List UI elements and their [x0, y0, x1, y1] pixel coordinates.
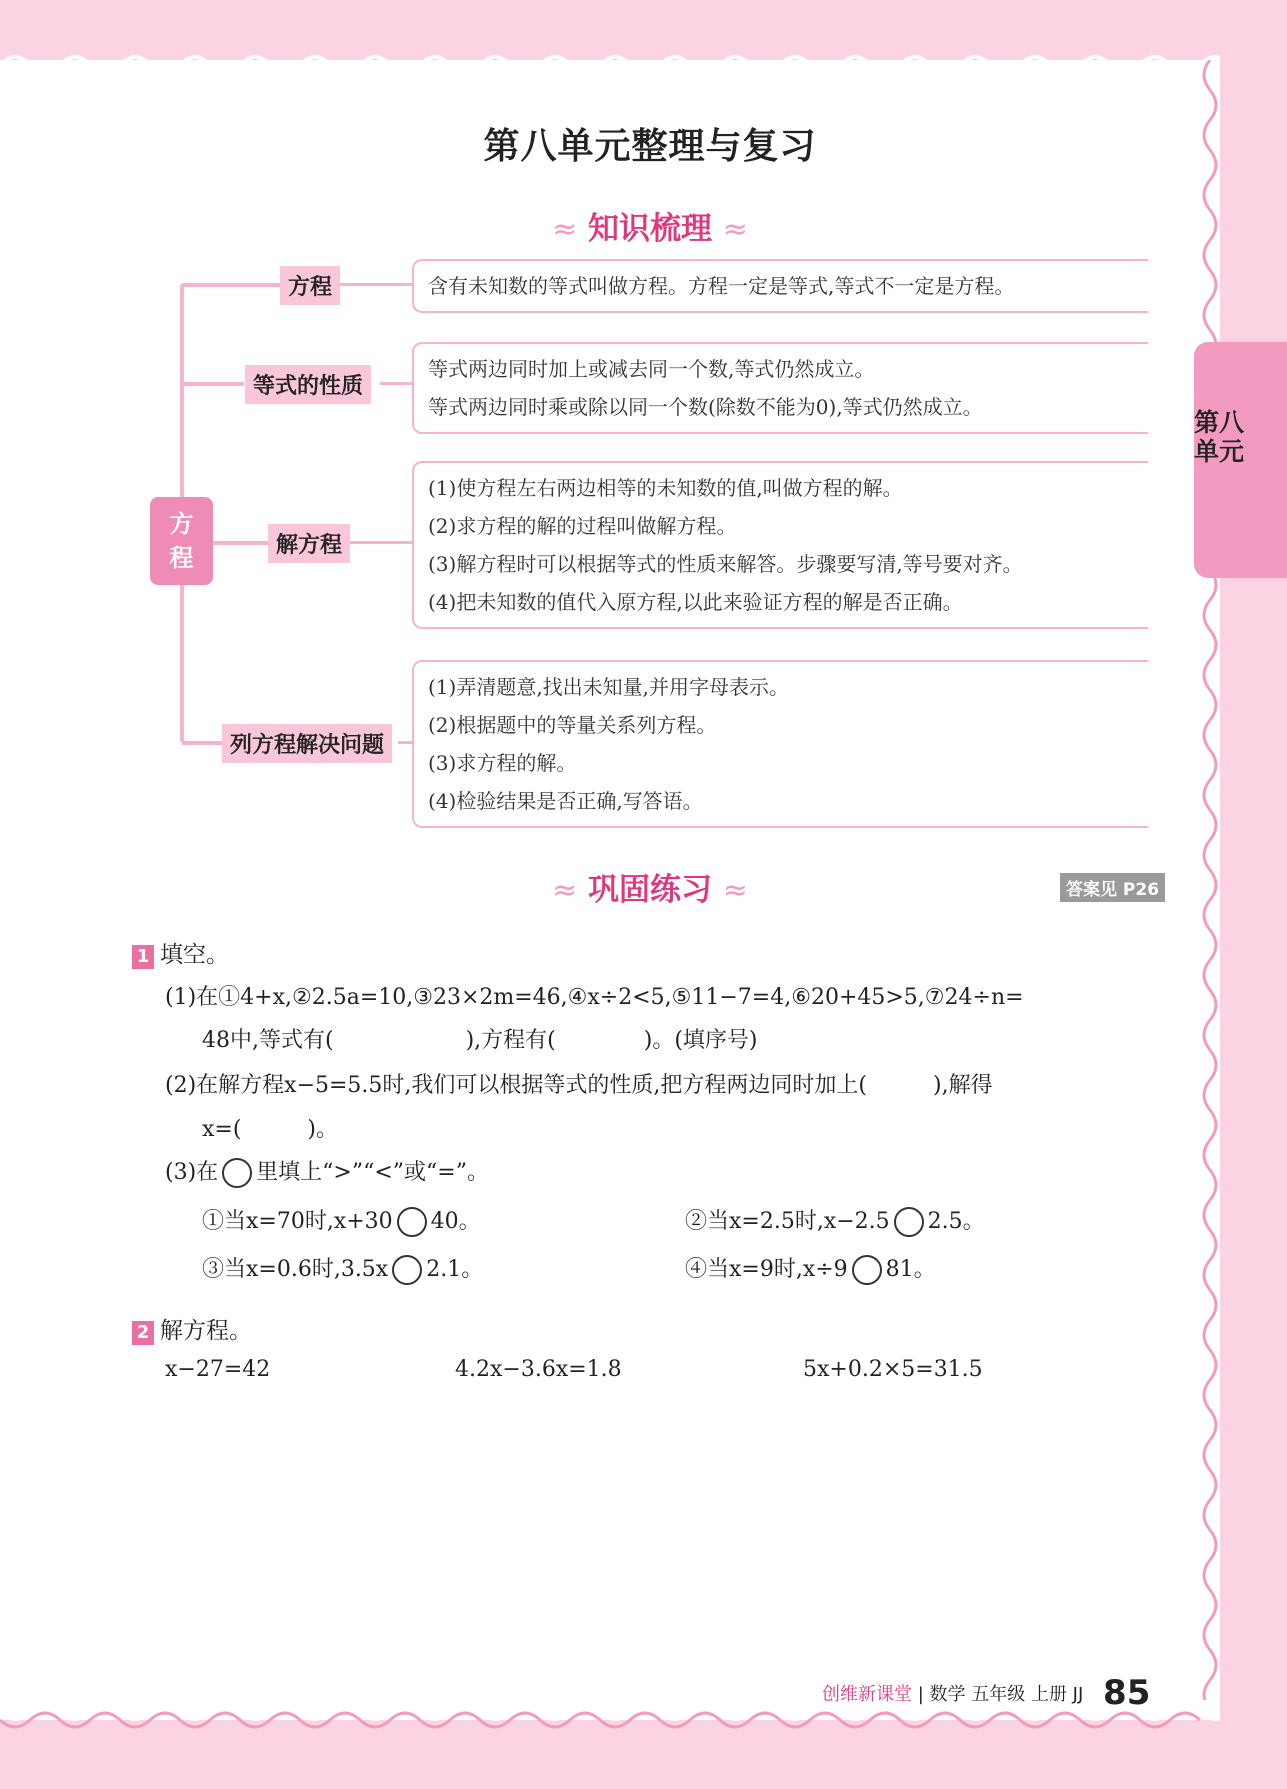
compare-answer-circle[interactable] [852, 1255, 882, 1285]
wave-deco-icon: ≈ [722, 212, 748, 247]
answer-reference-badge: 答案见 P26 [1060, 873, 1165, 902]
section-heading-practice [450, 864, 850, 909]
definition-line: (2)求方程的解的过程叫做解方程。 [428, 514, 737, 538]
compare-item-2 [685, 1204, 985, 1237]
branch-label-equation: 方程 [280, 266, 340, 305]
tree-connector [340, 283, 412, 286]
compare-text: ④当x=9时,x÷9 [685, 1257, 848, 1282]
tree-connector [398, 741, 412, 744]
section-heading-text: 巩固练习 [588, 872, 712, 908]
definition-line: (1)使方程左右两边相等的未知数的值,叫做方程的解。 [428, 476, 903, 500]
compare-answer-circle[interactable] [894, 1207, 924, 1237]
compare-answer-circle[interactable] [397, 1207, 427, 1237]
tree-connector [380, 382, 412, 385]
footer-info: | 数学 五年级 上册 JJ [917, 1684, 1084, 1705]
compare-item-3 [202, 1252, 483, 1285]
definition-box [412, 461, 1148, 629]
question-number-badge: 1 [132, 945, 154, 969]
question-1-part-3-instruction [165, 1155, 489, 1188]
compare-text: 40。 [430, 1209, 481, 1234]
compare-text: 81。 [885, 1257, 936, 1282]
question-title: 填空。 [160, 942, 229, 968]
definition-line: (1)弄清题意,找出未知量,并用字母表示。 [428, 675, 790, 699]
tree-connector [212, 541, 272, 545]
definition-box [412, 342, 1148, 434]
branch-label-solve-equation: 解方程 [268, 524, 350, 563]
definition-box [412, 259, 1148, 313]
wave-deco-icon: ≈ [552, 212, 578, 247]
equation-3: 5x+0.2×5=31.5 [803, 1357, 983, 1382]
equation-1: x−27=42 [165, 1357, 271, 1382]
definition-line: (4)检验结果是否正确,写答语。 [428, 789, 703, 813]
compare-text: 2.1。 [426, 1257, 484, 1282]
circle-blank-icon [222, 1158, 252, 1188]
wave-deco-icon: ≈ [722, 873, 748, 908]
compare-text: 2.5。 [927, 1209, 985, 1234]
instruction-text: (3)在 [165, 1160, 219, 1185]
side-tab-label: 第八单元 [1194, 408, 1245, 466]
tree-connector [350, 541, 412, 544]
compare-item-4 [685, 1252, 936, 1285]
compare-text: ①当x=70时,x+30 [202, 1209, 393, 1234]
section-heading-knowledge [450, 203, 850, 248]
question-title: 解方程。 [160, 1318, 252, 1344]
tree-connector [182, 382, 244, 386]
compare-item-1 [202, 1204, 481, 1237]
definition-line: 等式两边同时加上或减去同一个数,等式仍然成立。 [428, 357, 875, 381]
compare-text: ③当x=0.6时,3.5x [202, 1257, 389, 1282]
definition-line: (3)解方程时可以根据等式的性质来解答。步骤要写清,等号要对齐。 [428, 552, 1023, 576]
page-footer [822, 1673, 1150, 1713]
question-1-heading [132, 936, 229, 969]
definition-box [412, 660, 1148, 828]
definition-line: (4)把未知数的值代入原方程,以此来验证方程的解是否正确。 [428, 590, 963, 614]
wave-deco-icon: ≈ [552, 873, 578, 908]
branch-label-equality-property: 等式的性质 [245, 365, 371, 404]
tree-root [150, 497, 213, 585]
page-title: 第八单元整理与复习 [483, 126, 817, 167]
branch-label-word-problems: 列方程解决问题 [222, 724, 392, 763]
definition-line: (3)求方程的解。 [428, 751, 577, 775]
question-1-part-2-line-2: x=( )。 [202, 1117, 339, 1142]
right-wavy-border [1196, 60, 1236, 1720]
compare-answer-circle[interactable] [392, 1255, 422, 1285]
question-1-part-2-line-1: (2)在解方程x−5=5.5时,我们可以根据等式的性质,把方程两边同时加上( ),解得 [165, 1073, 993, 1098]
footer-brand: 创维新课堂 [822, 1684, 912, 1705]
question-1-part-1-line-2: 48中,等式有( ),方程有( )。(填序号) [202, 1028, 758, 1053]
definition-line: 等式两边同时乘或除以同一个数(除数不能为0),等式仍然成立。 [428, 395, 983, 419]
section-heading-text: 知识梳理 [588, 211, 712, 247]
page-number: 85 [1103, 1673, 1151, 1713]
equation-2: 4.2x−3.6x=1.8 [455, 1357, 622, 1382]
definition-line: (2)根据题中的等量关系列方程。 [428, 713, 717, 737]
question-number-badge: 2 [132, 1321, 154, 1345]
compare-text: ②当x=2.5时,x−2.5 [685, 1209, 890, 1234]
tree-connector [182, 283, 282, 287]
question-2-heading [132, 1312, 252, 1345]
definition-line: 含有未知数的等式叫做方程。方程一定是等式,等式不一定是方程。 [428, 274, 1015, 298]
instruction-text: 里填上“>”“<”或“=”。 [256, 1160, 489, 1185]
unit-side-tab [1194, 342, 1287, 578]
question-1-part-1-line-1: (1)在①4+x,②2.5a=10,③23×2m=46,④x÷2<5,⑤11−7=4,⑥20+45>5,⑦24÷n= [165, 985, 1024, 1010]
tree-root-label: 方程 [169, 510, 194, 572]
tree-connector [182, 741, 222, 745]
